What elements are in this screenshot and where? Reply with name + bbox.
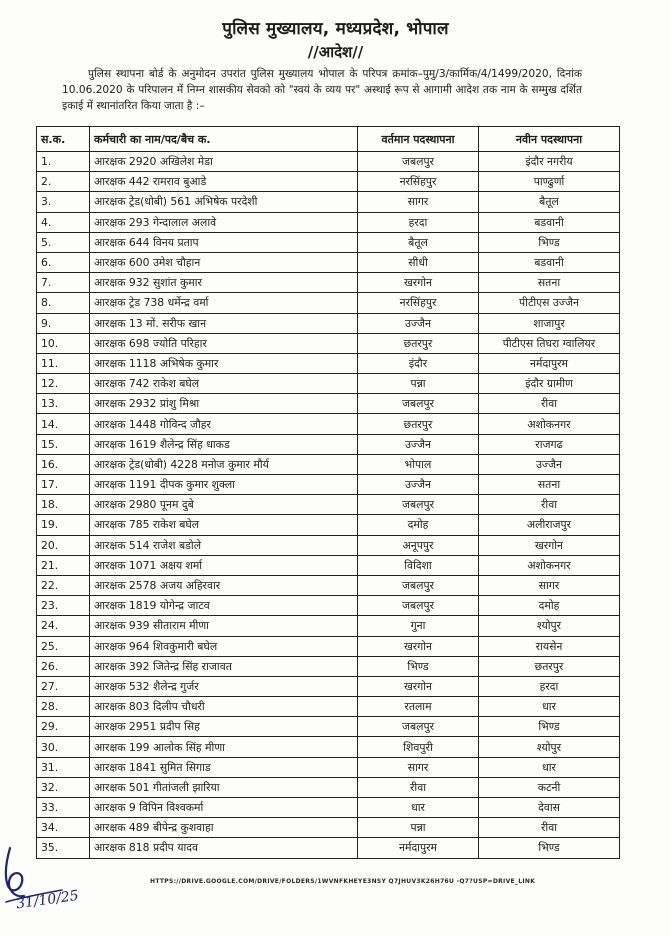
footer-link-text: HTTPS://DRIVE.GOOGLE.COM/DRIVE/FOLDERS/1WVNFKHEYE3NSY Q7JHUV3K26H76U -Q7?USP=DRIVE_LINK (150, 878, 536, 885)
order-body-text-content: पुलिस स्थापना बोर्ड के अनुमोदन उपरांत पुलिस मुख्यालय भोपाल के परिपत्र क्रमांक–पुमु/3/कार्मिक/4/1499/2020, दिनांक 10.06.2020 के परिपालन में निम्न शासकीय सेवको को "स्वयं के व्यय पर" अस्थाई रूप से आगामी आदेश तक नाम के सम्मुख दर्शित इकाई में स्थानांतरित किया जाता है :– (62, 68, 582, 112)
table-row (37, 273, 620, 293)
employee-name-cell: आरक्षक 9 विपिन विश्वकर्मा (90, 798, 358, 818)
new-posting-cell: सतना (479, 475, 620, 495)
serial-cell: 22. (37, 575, 90, 595)
table-row (37, 333, 620, 353)
table-row (37, 757, 620, 777)
employee-name-cell: आरक्षक 1841 सुमित सिगाड (90, 757, 358, 777)
current-posting-cell: जबलपुर (358, 575, 479, 595)
new-posting-cell: शाजापुर (479, 313, 620, 333)
new-posting-cell: अशोकनगर (479, 414, 620, 434)
current-posting-cell: सीधी (358, 252, 479, 272)
serial-cell: 28. (37, 697, 90, 717)
serial-cell: 31. (37, 757, 90, 777)
table-row (37, 535, 620, 555)
new-posting-cell: अशोकनगर (479, 555, 620, 575)
current-posting-cell: रीवा (358, 777, 479, 797)
serial-cell: 17. (37, 475, 90, 495)
new-posting-cell: श्योपुर (479, 616, 620, 636)
table-row (37, 252, 620, 272)
table-row (37, 414, 620, 434)
serial-cell: 26. (37, 656, 90, 676)
serial-cell: 11. (37, 353, 90, 373)
employee-name-cell: आरक्षक 489 बीपेन्द्र कुशवाहा (90, 818, 358, 838)
employee-name-cell: आरक्षक 514 राजेश बडोले (90, 535, 358, 555)
employee-name-cell: आरक्षक 442 रामराव बुआडे (90, 172, 358, 192)
new-posting-cell: पीटीएस उज्जैन (479, 293, 620, 313)
current-posting-cell: जबलपुर (358, 394, 479, 414)
employee-name-cell: आरक्षक 2951 प्रदीप सिह (90, 717, 358, 737)
table-row (37, 555, 620, 575)
order-heading: //आदेश// (307, 43, 364, 61)
transfer-table (36, 126, 620, 859)
current-posting-cell: जबलपुर (358, 495, 479, 515)
employee-name-cell: आरक्षक 785 राकेश बघेल (90, 515, 358, 535)
employee-name-cell: आरक्षक 742 राकेश बघेल (90, 374, 358, 394)
serial-cell: 25. (37, 636, 90, 656)
current-posting-cell: विदिशा (358, 555, 479, 575)
serial-cell: 2. (37, 172, 90, 192)
employee-name-cell: आरक्षक 532 शैलेन्द्र गुर्जर (90, 676, 358, 696)
serial-cell: 1. (37, 152, 90, 172)
current-posting-cell: इंदौर (358, 353, 479, 373)
serial-cell: 18. (37, 495, 90, 515)
current-posting-cell: हरदा (358, 212, 479, 232)
serial-cell: 20. (37, 535, 90, 555)
serial-cell: 23. (37, 596, 90, 616)
serial-cell: 16. (37, 454, 90, 474)
table-row (37, 697, 620, 717)
table-row (37, 353, 620, 373)
table-row (37, 495, 620, 515)
table-row (37, 636, 620, 656)
current-posting-cell: उज्जैन (358, 313, 479, 333)
new-posting-cell: खरगोन (479, 535, 620, 555)
table-row (37, 152, 620, 172)
employee-name-cell: आरक्षक 644 विनय प्रताप (90, 232, 358, 252)
new-posting-cell: श्योपुर (479, 737, 620, 757)
employee-name-cell: आरक्षक 1619 शैलेन्द्र सिंह धाकड (90, 434, 358, 454)
current-posting-cell: खरगोन (358, 636, 479, 656)
employee-name-cell: आरक्षक ट्रेड(धोबी) 561 अभिषेक परदेशी (90, 192, 358, 212)
current-posting-cell: नरसिंहपुर (358, 172, 479, 192)
employee-name-cell: आरक्षक 932 सुशांत कुमार (90, 273, 358, 293)
table-row (37, 818, 620, 838)
header-serial: स.क. (37, 127, 90, 152)
current-posting-cell: खरगोन (358, 676, 479, 696)
serial-cell: 32. (37, 777, 90, 797)
header-name: कर्मचारी का नाम/पद/बैच क. (90, 127, 358, 152)
table-row (37, 212, 620, 232)
new-posting-cell: पाण्ढुर्णा (479, 172, 620, 192)
table-row (37, 676, 620, 696)
employee-name-cell: आरक्षक 964 शिवकुमारी बघेल (90, 636, 358, 656)
current-posting-cell: नरसिंहपुर (358, 293, 479, 313)
table-row (37, 394, 620, 414)
new-posting-cell: बडवानी (479, 252, 620, 272)
new-posting-cell: बडवानी (479, 212, 620, 232)
table-row (37, 454, 620, 474)
current-posting-cell: छतरपुर (358, 333, 479, 353)
serial-cell: 34. (37, 818, 90, 838)
new-posting-cell: रीवा (479, 394, 620, 414)
employee-name-cell: आरक्षक 1191 दीपक कुमार शुक्ला (90, 475, 358, 495)
new-posting-cell: राजगढ (479, 434, 620, 454)
serial-cell: 15. (37, 434, 90, 454)
current-posting-cell: रतलाम (358, 697, 479, 717)
serial-cell: 8. (37, 293, 90, 313)
current-posting-cell: बैतूल (358, 232, 479, 252)
serial-cell: 33. (37, 798, 90, 818)
new-posting-cell: भिण्ड (479, 838, 620, 858)
table-row (37, 838, 620, 858)
table-row (37, 232, 620, 252)
current-posting-cell: दमोह (358, 515, 479, 535)
serial-cell: 4. (37, 212, 90, 232)
new-posting-cell: रायसेन (479, 636, 620, 656)
employee-name-cell: आरक्षक 1071 अक्षय शर्मा (90, 555, 358, 575)
employee-name-cell: आरक्षक 803 दिलीप चौधरी (90, 697, 358, 717)
employee-name-cell: आरक्षक 2920 अखिलेश मेडा (90, 152, 358, 172)
table-row (37, 515, 620, 535)
current-posting-cell: उज्जैन (358, 434, 479, 454)
new-posting-cell: रीवा (479, 818, 620, 838)
serial-cell: 21. (37, 555, 90, 575)
employee-name-cell: आरक्षक ट्रेड 738 धर्मेन्द्र वर्मा (90, 293, 358, 313)
new-posting-cell: हरदा (479, 676, 620, 696)
table-row (37, 777, 620, 797)
employee-name-cell: आरक्षक 1118 अभिषेक कुमार (90, 353, 358, 373)
table-row (37, 575, 620, 595)
new-posting-cell: बैतूल (479, 192, 620, 212)
serial-cell: 30. (37, 737, 90, 757)
current-posting-cell: उज्जैन (358, 475, 479, 495)
serial-cell: 13. (37, 394, 90, 414)
serial-cell: 7. (37, 273, 90, 293)
order-body-text (62, 66, 582, 114)
table-row (37, 293, 620, 313)
employee-name-cell: आरक्षक 2578 अजय अहिरवार (90, 575, 358, 595)
new-posting-cell: देवास (479, 798, 620, 818)
current-posting-cell: गुना (358, 616, 479, 636)
employee-name-cell: आरक्षक 199 आलोक सिंह मीणा (90, 737, 358, 757)
employee-name-cell: आरक्षक 818 प्रदीप यादव (90, 838, 358, 858)
serial-cell: 29. (37, 717, 90, 737)
header-current-posting: वर्तमान पदस्थापना (358, 127, 479, 152)
current-posting-cell: धार (358, 798, 479, 818)
table-row (37, 374, 620, 394)
employee-name-cell: आरक्षक 501 गीतांजली झारिया (90, 777, 358, 797)
current-posting-cell: नर्मदापुरम (358, 838, 479, 858)
new-posting-cell: भिण्ड (479, 232, 620, 252)
table-row (37, 717, 620, 737)
new-posting-cell: उज्जैन (479, 454, 620, 474)
new-posting-cell: धार (479, 757, 620, 777)
table-row (37, 172, 620, 192)
employee-name-cell: आरक्षक 1448 गोविन्द जौहर (90, 414, 358, 434)
document-title: पुलिस मुख्यालय, मध्यप्रदेश, भोपाल (222, 19, 449, 39)
current-posting-cell: सागर (358, 192, 479, 212)
current-posting-cell: छतरपुर (358, 414, 479, 434)
table-row (37, 616, 620, 636)
table-row (37, 313, 620, 333)
serial-cell: 19. (37, 515, 90, 535)
employee-name-cell: आरक्षक 600 उमेश चौहान (90, 252, 358, 272)
serial-cell: 24. (37, 616, 90, 636)
table-row (37, 596, 620, 616)
current-posting-cell: पन्ना (358, 374, 479, 394)
serial-cell: 3. (37, 192, 90, 212)
new-posting-cell: छतरपुर (479, 656, 620, 676)
new-posting-cell: भिण्ड (479, 717, 620, 737)
employee-name-cell: आरक्षक 293 गेन्दालाल अलावे (90, 212, 358, 232)
serial-cell: 27. (37, 676, 90, 696)
employee-name-cell: आरक्षक 2980 पूनम दुबे (90, 495, 358, 515)
serial-cell: 14. (37, 414, 90, 434)
current-posting-cell: पन्ना (358, 818, 479, 838)
header-new-posting: नवीन पदस्थापना (479, 127, 620, 152)
new-posting-cell: इंदौर नगरीय (479, 152, 620, 172)
current-posting-cell: जबलपुर (358, 152, 479, 172)
table-header-row (37, 127, 620, 152)
employee-name-cell: आरक्षक 392 जितेन्द्र सिंह राजावत (90, 656, 358, 676)
current-posting-cell: जबलपुर (358, 717, 479, 737)
new-posting-cell: सतना (479, 273, 620, 293)
handwritten-signature (0, 842, 90, 922)
current-posting-cell: भिण्ड (358, 656, 479, 676)
new-posting-cell: इंदौर ग्रामीण (479, 374, 620, 394)
current-posting-cell: शिवपुरी (358, 737, 479, 757)
employee-name-cell: आरक्षक ट्रेड(धोबी) 4228 मनोज कुमार मौर्य (90, 454, 358, 474)
table-row (37, 434, 620, 454)
serial-cell: 5. (37, 232, 90, 252)
table-body (37, 152, 620, 859)
table-row (37, 475, 620, 495)
table-row (37, 656, 620, 676)
serial-cell: 9. (37, 313, 90, 333)
employee-name-cell: आरक्षक 1819 योगेन्द्र जाटव (90, 596, 358, 616)
serial-cell: 6. (37, 252, 90, 272)
serial-cell: 10. (37, 333, 90, 353)
signature-date: 31/10/25 (15, 887, 80, 913)
new-posting-cell: नर्मदापुरम (479, 353, 620, 373)
employee-name-cell: आरक्षक 13 मों. सरीफ खान (90, 313, 358, 333)
serial-cell: 35. (37, 838, 90, 858)
table-row (37, 798, 620, 818)
new-posting-cell: दमोह (479, 596, 620, 616)
current-posting-cell: सागर (358, 757, 479, 777)
current-posting-cell: अनूपपुर (358, 535, 479, 555)
table-row (37, 192, 620, 212)
employee-name-cell: आरक्षक 698 ज्योति परिहार (90, 333, 358, 353)
new-posting-cell: अलीराजपुर (479, 515, 620, 535)
new-posting-cell: कटनी (479, 777, 620, 797)
current-posting-cell: भोपाल (358, 454, 479, 474)
serial-cell: 12. (37, 374, 90, 394)
new-posting-cell: रीवा (479, 495, 620, 515)
table-row (37, 737, 620, 757)
current-posting-cell: जबलपुर (358, 596, 479, 616)
employee-name-cell: आरक्षक 2932 प्रांशु मिश्रा (90, 394, 358, 414)
new-posting-cell: धार (479, 697, 620, 717)
new-posting-cell: सागर (479, 575, 620, 595)
new-posting-cell: पीटीएस तिघरा ग्वालियर (479, 333, 620, 353)
current-posting-cell: खरगोन (358, 273, 479, 293)
employee-name-cell: आरक्षक 939 सीताराम मीणा (90, 616, 358, 636)
